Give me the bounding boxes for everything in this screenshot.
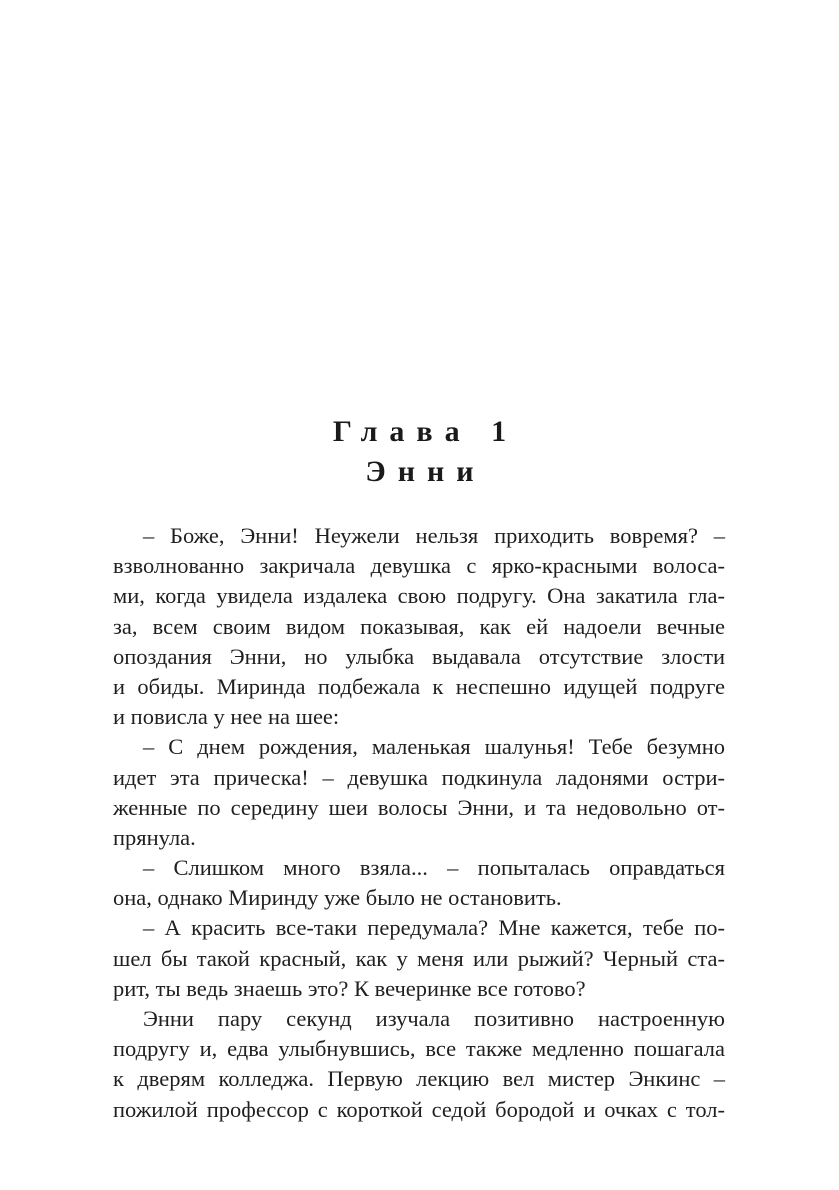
text-line: прянула. (113, 824, 196, 850)
chapter-body-text (113, 521, 725, 1125)
text-line: к дверям колледжа. Первую лекцию вел мистер Энкинс – (113, 1066, 725, 1092)
text-line: она, однако Миринду уже было не остановить. (113, 885, 562, 911)
text-line: ми, когда увидела издалека свою подругу. Она закатила гла- (113, 583, 725, 609)
text-line: и обиды. Миринда подбежала к неспешно идущей подруге (113, 673, 725, 699)
text-line: женные по середину шеи волосы Энни, и та недовольно от- (113, 794, 725, 820)
text-line: рит, ты ведь знаешь это? К вечеринке все готово? (113, 975, 586, 1001)
chapter-title-heading: Энни (365, 455, 486, 488)
text-line: Энни пару секунд изучала позитивно настроенную (143, 1006, 725, 1031)
text-line: идет эта прическа! – девушка подкинула ладонями остри- (113, 764, 725, 790)
text-line: – А красить все-таки передумала? Мне кажется, тебе по- (143, 915, 725, 941)
chapter-number-heading: Глава 1 (332, 415, 519, 448)
text-line: и повисла у нее на шее: (113, 704, 340, 730)
text-line: шел бы такой красный, как у меня или рыжий? Черный ста- (113, 945, 725, 971)
text-line: пожилой профессор с короткой седой бородой и очках с тол- (113, 1096, 725, 1122)
text-line: взволнованно закричала девушка с ярко-красными волоса- (113, 553, 725, 579)
text-line: – С днем рождения, маленькая шалунья! Тебе безумно (143, 734, 725, 760)
text-line: – Слишком много взяла... – попыталась оправдаться (143, 855, 725, 881)
text-line: – Боже, Энни! Неужели нельзя приходить вовремя? – (143, 523, 725, 548)
text-line: за, всем своим видом показывая, как ей надоели вечные (113, 613, 725, 639)
text-line: подругу и, едва улыбнувшись, все также медленно пошагала (113, 1036, 725, 1062)
text-line: опоздания Энни, но улыбка выдавала отсутствие злости (113, 643, 725, 669)
